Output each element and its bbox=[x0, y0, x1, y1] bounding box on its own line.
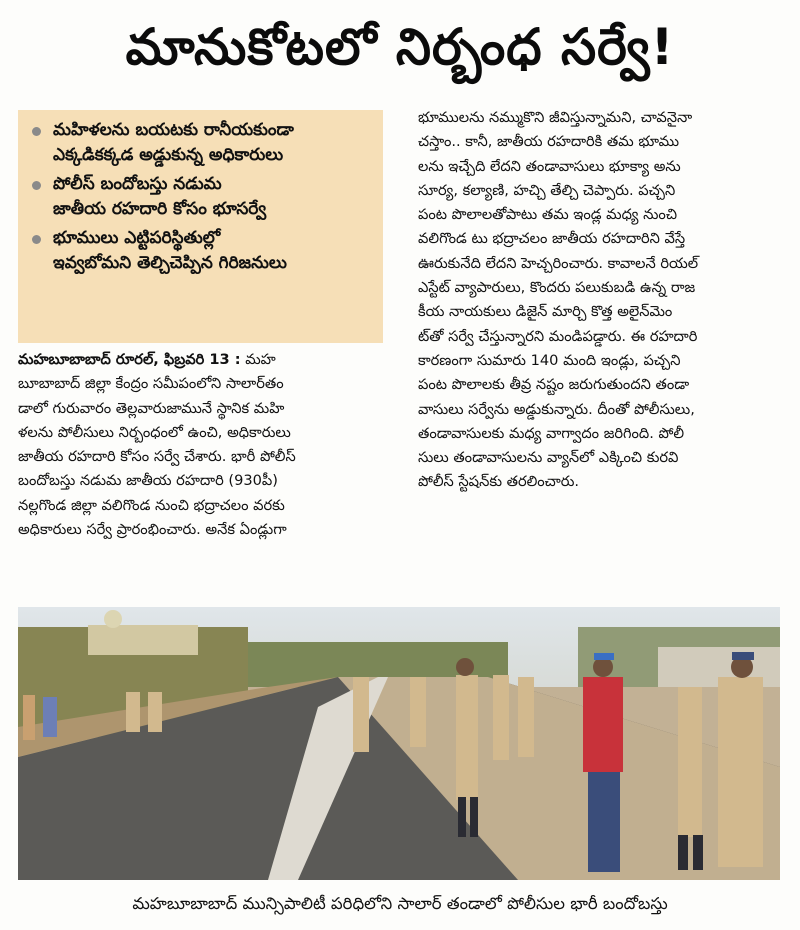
article-line: ట్‌తో సర్వే చేస్తున్నారని మండిపడ్డారు. ఈ రహదారి bbox=[418, 327, 698, 345]
highlights-box bbox=[18, 110, 383, 343]
bullet-icon bbox=[32, 127, 41, 136]
article-line: ఎస్టేట్ వ్యాపారులు, కొందరు పలుకుబడి ఉన్న రాజ bbox=[418, 279, 696, 297]
article-right-column bbox=[418, 106, 783, 495]
article-line: అధికారులు సర్వే ప్రారంభించారు. అనేక ఏండ్లుగా bbox=[18, 521, 287, 539]
highlight-item bbox=[32, 118, 373, 168]
article-line: వాసులు సర్వేను అడ్డుకున్నారు. దీంతో పోలీసులు, bbox=[418, 400, 695, 418]
highlight-text: పోలీస్ బందోబస్తు నడుమ జాతీయ రహదారి కోసం భూసర్వే bbox=[53, 174, 267, 219]
article-line: సూర్య, కల్యాణి, హచ్చి తేల్చి చెప్పారు. పచ్చని bbox=[418, 181, 676, 199]
article-line bbox=[18, 348, 383, 372]
article-line: తండావాసులకు మధ్య వాగ్వాదం జరిగింది. పోలీ bbox=[418, 424, 685, 442]
headline: మానుకోటలో నిర్బంధ సర్వే! bbox=[125, 17, 675, 76]
highlight-text: భూములు ఎట్టిపరిస్థితుల్లో ఇవ్వబోమని తెల్చిచెప్పిన గిరిజనులు bbox=[53, 228, 287, 273]
article-text: మహ bbox=[240, 351, 276, 368]
article-line: లను ఇచ్చేది లేదని తండావాసులు భూక్యా అను bbox=[418, 157, 681, 175]
article-line: చస్తాం.. కానీ, జాతీయ రహదారికి తమ భూము bbox=[418, 133, 680, 151]
article-line: పంట పొలాలతోపాటు తమ ఇండ్ల మధ్య నుంచి bbox=[418, 206, 678, 224]
article-line: పంట పొలాలకు తీవ్ర నష్టం జరుగుతుందని తండా bbox=[418, 376, 690, 394]
article-line: సులు తండావాసులను వ్యాన్‌లో ఎక్కించి కురవి bbox=[418, 449, 679, 467]
article-line: బందోబస్తు నడుమ జాతీయ రహదారి (930పీ) bbox=[18, 472, 278, 490]
article-line: డాలో గురువారం తెల్లవారుజామునే స్థానిక మహి bbox=[18, 399, 285, 417]
highlight-item bbox=[32, 226, 373, 276]
article-line: భూములను నమ్ముకొని జీవిస్తున్నామని, చావనైనా bbox=[418, 109, 693, 126]
article-line: బూబాబాద్ జిల్లా కేంద్రం సమీపంలోని సాలార్‌తం bbox=[18, 375, 284, 393]
article-line: వలిగొండ టు భద్రాచలం జాతీయ రహదారిని వేస్తే bbox=[418, 230, 686, 248]
article-line: కారణంగా సుమారు 140 మంది ఇండ్లు, పచ్చని bbox=[418, 351, 681, 369]
article-line: ళలను పోలీసులు నిర్బంధంలో ఉంచి, అధికారులు bbox=[18, 423, 291, 441]
highlight-text: మహిళలను బయటకు రానీయకుండా ఎక్కడికక్కడ అడ్డుకున్న అధికారులు bbox=[53, 120, 294, 165]
article-line: కీయ నాయకులు డిజైన్ మార్చి కొత్త అలైన్‌మెం bbox=[418, 303, 673, 321]
article-left-column bbox=[18, 348, 383, 542]
bullet-icon bbox=[32, 235, 41, 244]
article-line: జాతీయ రహదారి కోసం సర్వే చేశారు. భారీ పోలీస్ bbox=[18, 448, 296, 466]
highlight-item bbox=[32, 172, 373, 222]
article-line: పోలీస్ స్టేషన్‌కు తరలించారు. bbox=[418, 473, 580, 491]
article-line: నల్లగొండ జిల్లా వలిగొండ నుంచి భద్రాచలం వరకు bbox=[18, 496, 285, 514]
article-line: ఊరుకునేది లేదని హెచ్చరించారు. కావాలనే రియల్ bbox=[418, 254, 699, 272]
bullet-icon bbox=[32, 181, 41, 190]
dateline: మహబూబాబాద్ రూరల్, ఫిబ్రవరి 13 : bbox=[18, 351, 241, 368]
photo-caption: మహబూబాబాద్ మున్సిపాలిటీ పరిధిలోని సాలార్ తండాలో పోలీసుల భారీ బందోబస్తు bbox=[132, 893, 668, 913]
news-photo bbox=[18, 607, 780, 880]
photo-illustration bbox=[18, 607, 780, 880]
